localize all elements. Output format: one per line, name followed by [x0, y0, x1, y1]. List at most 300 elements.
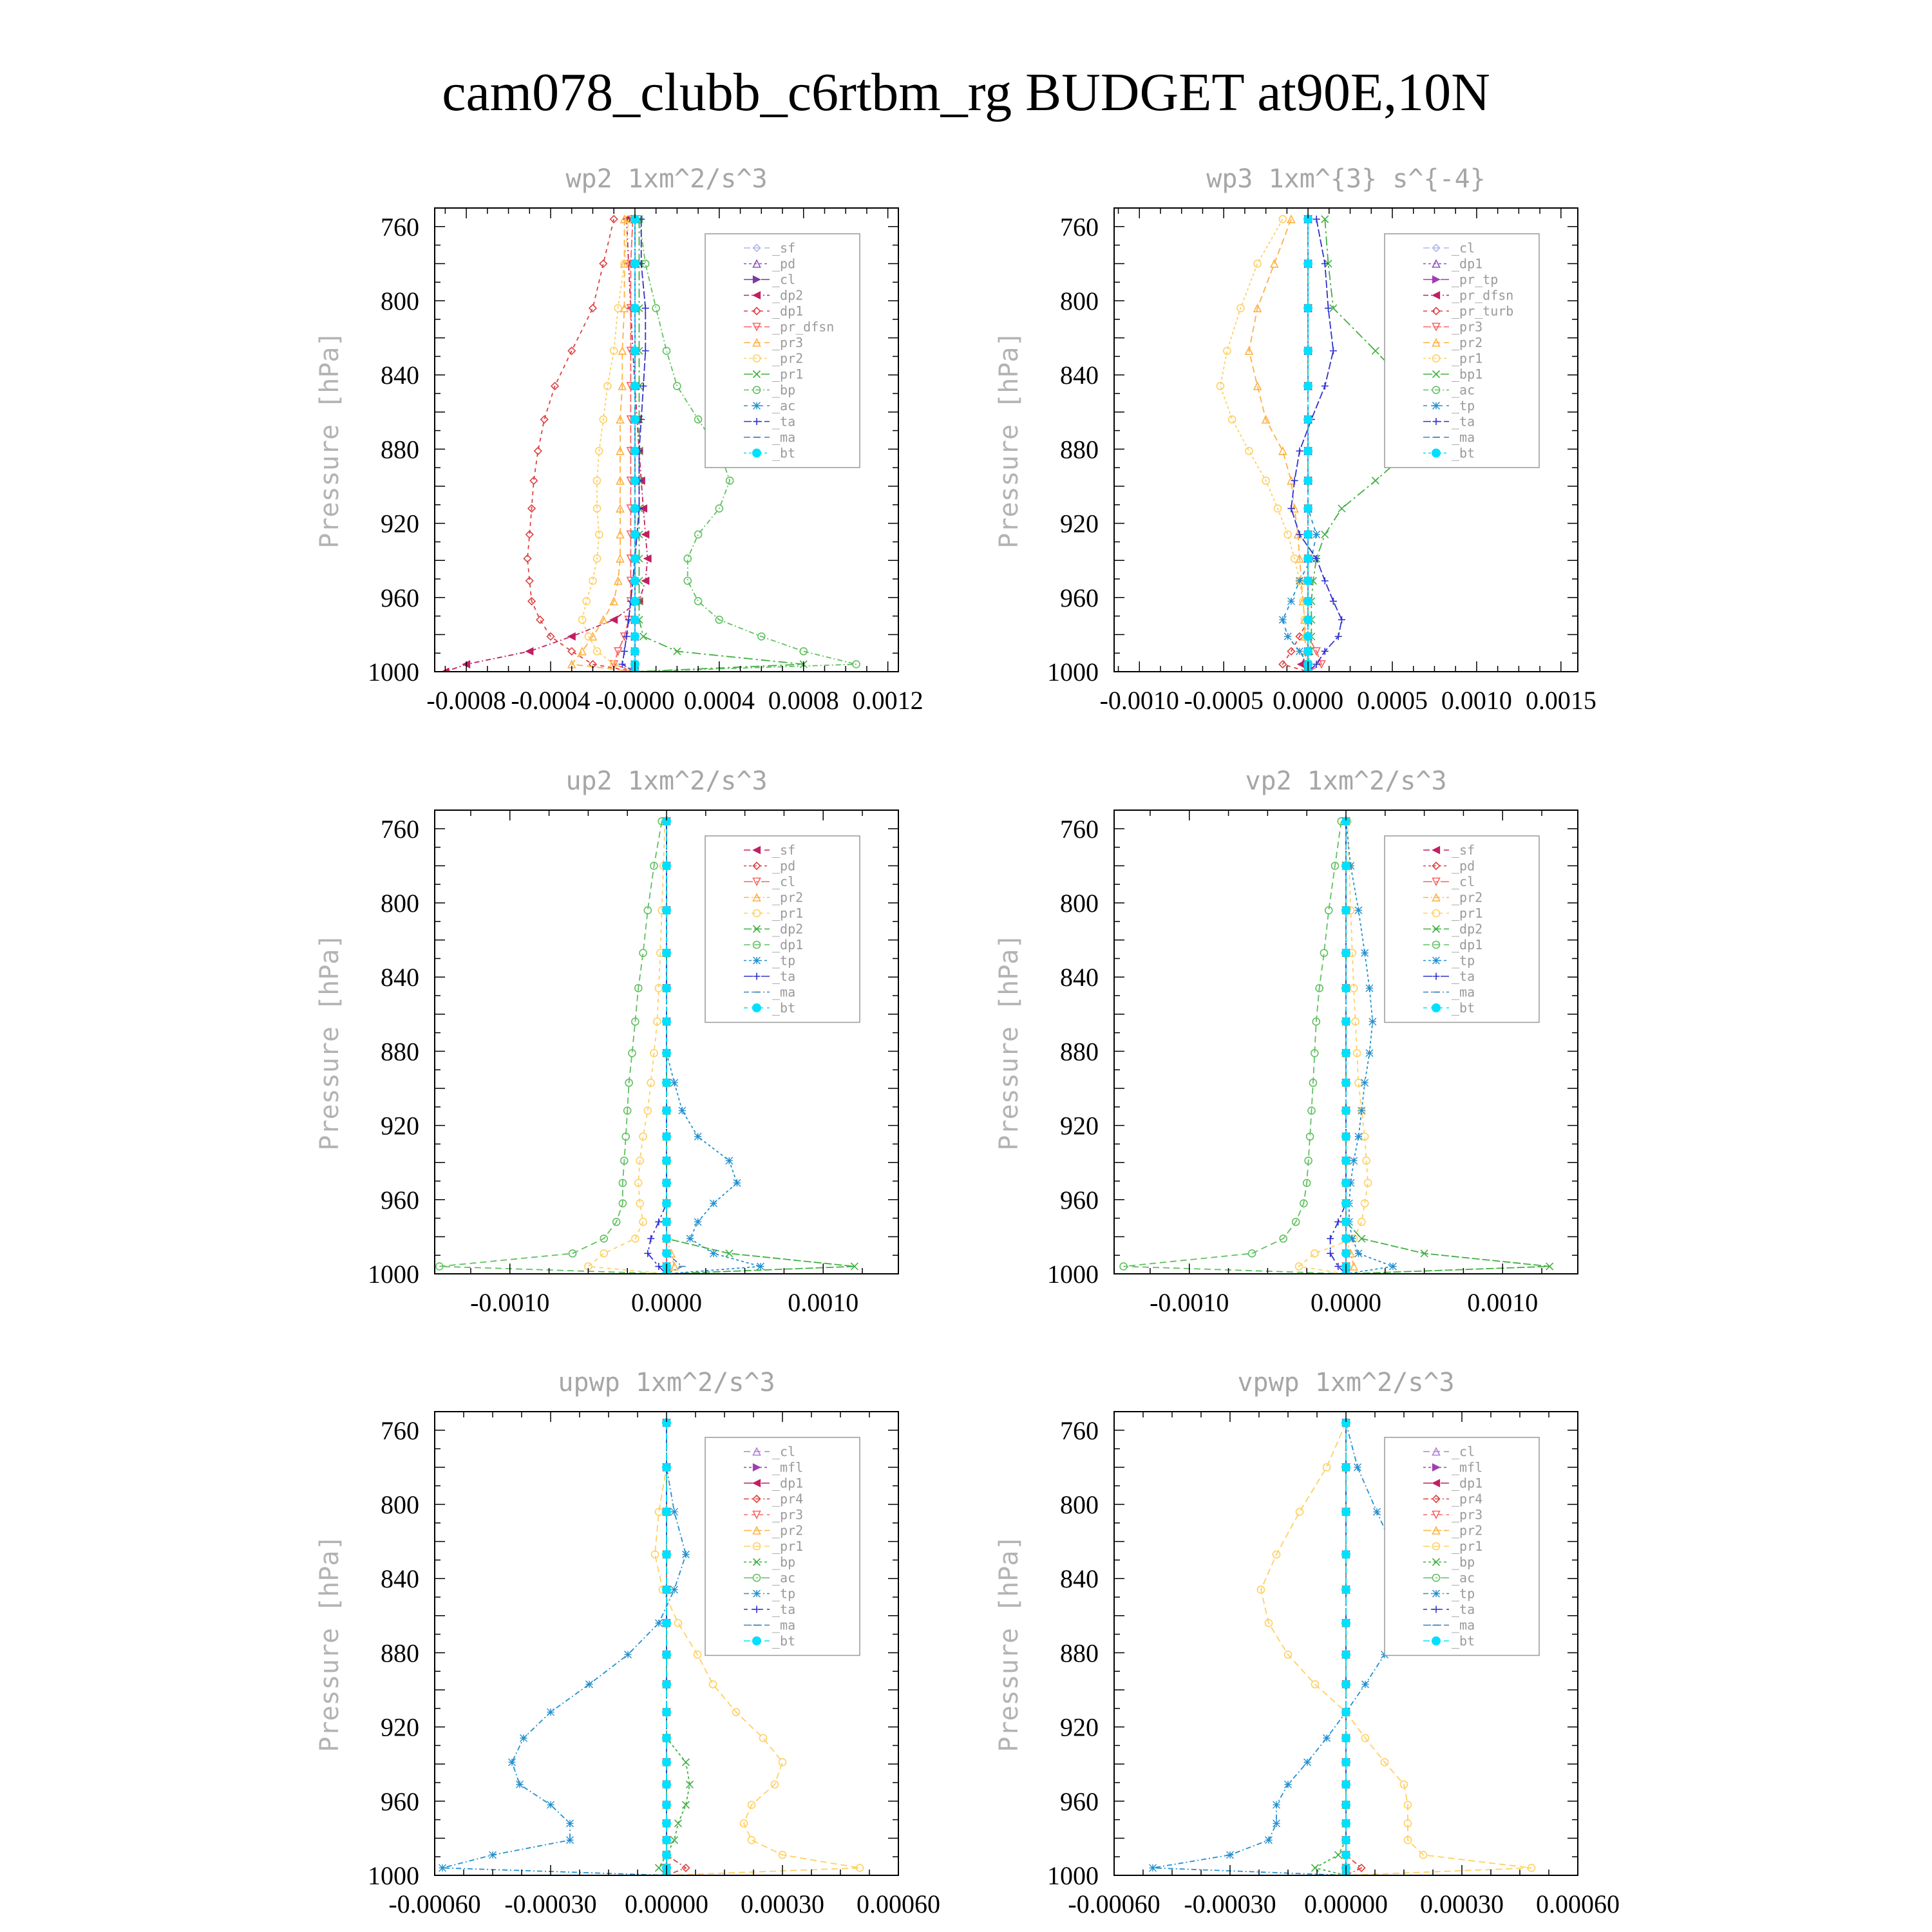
legend-label: _pr4: [1452, 1491, 1483, 1507]
legend-marker: [753, 402, 761, 410]
panel-6: [994, 1368, 1620, 1918]
data-point: [663, 1708, 671, 1716]
x-tick-label: 0.0000: [1311, 1288, 1381, 1317]
data-point: [536, 616, 544, 623]
series-pr1: [585, 818, 670, 1278]
legend-label: _dp2: [772, 921, 804, 937]
series-pr2: [579, 216, 639, 676]
data-point: [760, 1734, 767, 1741]
series-tp: [1279, 216, 1320, 676]
legend-label: _dp1: [772, 303, 804, 319]
y-tick-label: 840: [1060, 1564, 1099, 1594]
panel-title: wp3 1xm^{3} s^{-4}: [1206, 164, 1486, 194]
data-point: [710, 1250, 717, 1257]
y-tick-label: 960: [1060, 583, 1099, 612]
data-point: [509, 1759, 516, 1766]
y-tick-label: 1000: [368, 1861, 419, 1890]
y-tick-label: 1000: [368, 658, 419, 687]
legend-label: _pr2: [1452, 335, 1483, 350]
data-point: [1313, 531, 1320, 538]
series-tp: [439, 1419, 690, 1879]
data-point: [630, 504, 639, 513]
data-point: [1335, 1852, 1342, 1859]
data-point: [1369, 1018, 1376, 1025]
x-tick-label: -0.0000: [595, 686, 675, 715]
data-point: [663, 1199, 671, 1208]
legend-label: _pr3: [1452, 1507, 1483, 1522]
legend-label: _ma: [772, 984, 796, 1000]
series-tp: [1150, 1419, 1408, 1879]
data-point: [625, 1651, 632, 1658]
legend-label: _dp1: [772, 937, 804, 952]
data-point: [687, 1235, 694, 1242]
series-pr_turb: [1279, 216, 1311, 676]
legend-label: _pr1: [1452, 1539, 1483, 1554]
data-point: [611, 616, 618, 623]
data-point: [1304, 260, 1312, 268]
y-tick-label: 760: [1060, 212, 1099, 242]
panel-title: upwp 1xm^2/s^3: [558, 1368, 775, 1397]
legend-marker: [753, 957, 761, 964]
legend-label: _ta: [772, 413, 796, 430]
data-point: [663, 1586, 671, 1594]
data-point: [1374, 1508, 1381, 1515]
legend-label: _bp: [772, 1554, 796, 1570]
data-point: [1342, 984, 1350, 992]
legend: [705, 1437, 860, 1656]
y-tick-label: 800: [1060, 1490, 1099, 1519]
data-point: [695, 531, 702, 538]
panel-title: vp2 1xm^2/s^3: [1245, 766, 1447, 796]
data-point: [1342, 1235, 1350, 1243]
data-point: [675, 1820, 682, 1827]
legend-marker: [1433, 402, 1440, 410]
data-point: [1304, 447, 1312, 455]
data-point: [1342, 1179, 1350, 1187]
data-point: [1355, 1250, 1362, 1257]
series-dp1: [1120, 818, 1349, 1278]
data-point: [1342, 1708, 1350, 1716]
legend-label: _pr_dfsn: [772, 319, 835, 335]
y-tick-label: 800: [381, 889, 419, 918]
panel-3: [315, 766, 898, 1317]
data-point: [1361, 949, 1368, 956]
data-point: [1342, 1018, 1350, 1026]
panel-title: vpwp 1xm^2/s^3: [1237, 1368, 1455, 1397]
data-point: [671, 1508, 678, 1515]
data-point: [1327, 1235, 1334, 1242]
legend-label: _cl: [1452, 240, 1475, 256]
legend-label: _ac: [1452, 1570, 1475, 1586]
y-tick-label: 760: [1060, 814, 1099, 844]
data-point: [1358, 1107, 1365, 1114]
data-point: [652, 305, 659, 312]
legend-label: _cl: [772, 272, 796, 287]
legend-label: _sf: [1452, 842, 1475, 858]
data-point: [663, 1049, 671, 1057]
data-point: [630, 382, 639, 390]
legend-label: _cl: [772, 874, 796, 889]
data-point: [1304, 415, 1312, 424]
data-point: [663, 1680, 671, 1689]
legend-marker: [753, 1004, 761, 1012]
data-point: [663, 1249, 671, 1258]
data-point: [663, 949, 671, 957]
data-point: [1265, 1837, 1273, 1844]
data-point: [779, 1759, 786, 1766]
legend-label: _bt: [1452, 1000, 1475, 1016]
data-point: [663, 1132, 671, 1141]
data-point: [567, 1820, 574, 1827]
legend: [1385, 1437, 1539, 1656]
legend-marker: [753, 1637, 761, 1645]
y-tick-label: 880: [1060, 435, 1099, 464]
legend-marker: [1432, 1637, 1441, 1645]
y-tick-label: 800: [381, 287, 419, 316]
data-point: [1304, 1759, 1311, 1766]
data-point: [1227, 1852, 1234, 1859]
y-tick-label: 1000: [1047, 1260, 1099, 1289]
y-tick-label: 880: [381, 1037, 419, 1066]
legend-label: _pr1: [1452, 905, 1483, 921]
legend-label: _ta: [1452, 413, 1475, 430]
data-point: [663, 984, 671, 992]
legend-label: _ta: [1452, 1602, 1475, 1617]
legend-marker: [753, 449, 761, 457]
data-point: [1342, 1851, 1350, 1859]
y-axis-label: Pressure [hPa]: [994, 1535, 1024, 1752]
series-line: [588, 821, 667, 1274]
x-tick-label: -0.00030: [504, 1889, 597, 1918]
series-line: [1153, 1423, 1404, 1875]
data-point: [656, 1620, 663, 1627]
series-line: [1291, 219, 1342, 672]
data-point: [630, 260, 639, 268]
x-tick-label: -0.00030: [1184, 1889, 1276, 1918]
data-point: [1330, 347, 1337, 354]
data-point: [630, 632, 639, 641]
legend-label: _pr1: [772, 1539, 804, 1554]
x-tick-label: -0.00060: [388, 1889, 481, 1918]
data-point: [547, 1709, 554, 1716]
data-point: [1304, 576, 1312, 585]
data-point: [1321, 383, 1329, 390]
legend-marker: [1433, 957, 1440, 964]
data-point: [630, 477, 639, 485]
data-point: [1304, 554, 1312, 563]
legend-label: _pr_dfsn: [1452, 287, 1514, 303]
series-dp1: [524, 216, 639, 676]
legend-label: _pr2: [772, 1522, 804, 1539]
legend-label: _bt: [772, 1633, 796, 1649]
y-tick-label: 760: [381, 814, 419, 844]
legend-label: _ma: [1452, 430, 1475, 445]
x-tick-label: 0.0012: [852, 686, 923, 715]
data-point: [663, 1758, 671, 1766]
legend-label: _mfl: [1452, 1459, 1483, 1475]
data-point: [1304, 647, 1312, 656]
data-point: [1296, 1508, 1303, 1515]
data-point: [1338, 616, 1345, 623]
y-tick-label: 840: [381, 963, 419, 992]
data-point: [1284, 633, 1291, 640]
data-point: [630, 304, 639, 312]
data-point: [1342, 1780, 1350, 1788]
data-point: [1358, 1218, 1365, 1226]
data-point: [1342, 1801, 1350, 1809]
legend-label: _pr4: [772, 1491, 804, 1507]
series-pr_dfsn: [1298, 216, 1311, 676]
x-tick-label: -0.0004: [511, 686, 591, 715]
legend-label: _cl: [1452, 1444, 1475, 1459]
y-tick-label: 760: [381, 1416, 419, 1445]
x-tick-label: -0.0010: [470, 1288, 550, 1317]
data-point: [671, 1263, 678, 1270]
x-tick-label: -0.0010: [1099, 686, 1179, 715]
data-point: [526, 648, 533, 655]
x-tick-label: 0.0010: [788, 1288, 859, 1317]
legend-label: _ma: [1452, 984, 1475, 1000]
data-point: [600, 1250, 607, 1257]
data-point: [647, 1235, 654, 1242]
data-point: [516, 1781, 524, 1788]
y-axis-label: Pressure [hPa]: [994, 933, 1024, 1151]
y-tick-label: 800: [1060, 287, 1099, 316]
data-point: [694, 1218, 701, 1226]
legend-label: _ma: [772, 430, 796, 445]
y-axis-label: Pressure [hPa]: [315, 933, 345, 1151]
data-point: [1342, 1463, 1350, 1472]
data-point: [1366, 1050, 1373, 1057]
data-point: [1229, 416, 1236, 423]
legend-label: _tp: [1452, 398, 1475, 413]
legend-label: _pd: [772, 858, 796, 874]
y-tick-label: 760: [1060, 1416, 1099, 1445]
legend-label: _pr1: [772, 366, 804, 382]
legend-label: _ta: [772, 1602, 796, 1617]
data-point: [1355, 907, 1362, 914]
data-point: [663, 862, 671, 870]
legend-label: _ac: [1452, 382, 1475, 398]
data-point: [663, 1157, 671, 1165]
data-point: [663, 1651, 671, 1659]
data-point: [1304, 304, 1312, 312]
data-point: [1304, 616, 1312, 624]
data-point: [1342, 1680, 1350, 1689]
figure-title: cam078_clubb_c6rtbm_rg BUDGET at90E,10N: [442, 62, 1490, 122]
data-point: [1321, 260, 1329, 267]
data-point: [663, 1218, 671, 1226]
series-pr2: [663, 818, 678, 1278]
legend-label: _ta: [772, 969, 796, 984]
data-point: [630, 530, 639, 538]
legend-marker: [1432, 1004, 1441, 1012]
y-tick-label: 920: [1060, 509, 1099, 538]
series-line: [1220, 219, 1308, 672]
series-line: [439, 821, 667, 1274]
data-point: [1287, 598, 1294, 605]
data-point: [1327, 1250, 1334, 1257]
legend: [705, 836, 860, 1023]
y-tick-label: 920: [381, 1712, 419, 1742]
y-tick-label: 920: [1060, 1111, 1099, 1141]
data-point: [663, 1508, 671, 1516]
legend-label: _ma: [772, 1617, 796, 1633]
legend-label: _cl: [1452, 874, 1475, 889]
legend-label: _dp1: [772, 1475, 804, 1491]
data-point: [1342, 1651, 1350, 1659]
series-dp2: [442, 216, 651, 676]
data-point: [1279, 448, 1286, 455]
series-dp1: [436, 818, 670, 1278]
data-point: [1249, 1250, 1256, 1257]
legend-label: _dp1: [1452, 1475, 1483, 1491]
data-point: [1342, 1079, 1350, 1087]
data-point: [663, 1619, 671, 1627]
data-point: [1342, 1132, 1350, 1141]
y-tick-label: 920: [381, 1111, 419, 1141]
y-tick-label: 880: [1060, 1638, 1099, 1668]
legend-marker: [1432, 449, 1441, 457]
x-tick-label: 0.00000: [625, 1889, 708, 1918]
data-point: [1342, 1199, 1350, 1208]
data-point: [683, 1551, 690, 1558]
legend-label: _dp1: [1452, 937, 1483, 952]
legend-label: _bt: [1452, 1633, 1475, 1649]
legend-label: _pr1: [772, 905, 804, 921]
data-point: [1304, 504, 1312, 513]
data-point: [1321, 577, 1329, 584]
data-point: [694, 1133, 701, 1140]
y-tick-label: 880: [381, 1638, 419, 1668]
series-line: [572, 219, 635, 672]
series-pr1: [1217, 216, 1311, 676]
data-point: [547, 1801, 554, 1808]
y-tick-label: 960: [1060, 1786, 1099, 1816]
data-point: [1334, 1218, 1341, 1226]
series-bp: [656, 1419, 694, 1879]
y-tick-label: 960: [1060, 1185, 1099, 1215]
data-point: [1323, 1464, 1331, 1471]
data-point: [1338, 505, 1345, 512]
data-point: [671, 1079, 678, 1086]
data-point: [1342, 906, 1350, 914]
data-point: [630, 597, 639, 605]
data-point: [734, 1179, 741, 1186]
x-tick-label: 0.0008: [768, 686, 839, 715]
data-point: [640, 383, 647, 390]
y-tick-label: 1000: [368, 1260, 419, 1289]
legend-label: _pr2: [1452, 1522, 1483, 1539]
data-point: [1304, 597, 1312, 605]
x-tick-label: 0.0000: [1273, 686, 1344, 715]
legend-label: _sf: [772, 842, 796, 858]
legend-label: _pr3: [1452, 319, 1483, 335]
legend-label: _pd: [772, 256, 796, 272]
panel-title: up2 1xm^2/s^3: [565, 766, 768, 796]
data-point: [630, 447, 639, 455]
data-point: [589, 305, 596, 312]
legend-label: _bp: [1452, 1554, 1475, 1570]
legend-label: _pr_tp: [1452, 272, 1499, 287]
data-point: [663, 1106, 671, 1115]
data-point: [568, 633, 575, 640]
legend-label: _pr_turb: [1452, 303, 1514, 319]
legend-label: _mfl: [772, 1459, 804, 1475]
data-point: [1285, 1781, 1292, 1788]
series-line: [1315, 1423, 1346, 1875]
data-point: [520, 1734, 527, 1741]
legend: [1385, 234, 1539, 468]
data-point: [663, 1734, 671, 1742]
y-tick-label: 840: [1060, 963, 1099, 992]
x-tick-label: 0.0004: [683, 686, 755, 715]
y-tick-label: 760: [381, 212, 419, 242]
data-point: [1342, 1758, 1350, 1766]
y-tick-label: 840: [1060, 361, 1099, 390]
data-point: [1304, 530, 1312, 538]
x-tick-label: 0.00060: [1536, 1889, 1620, 1918]
x-tick-label: 0.0005: [1357, 686, 1428, 715]
legend-label: _pr3: [772, 1507, 804, 1522]
panel-1: [315, 164, 923, 715]
data-point: [663, 1851, 671, 1859]
x-tick-label: -0.0008: [426, 686, 506, 715]
data-point: [439, 1864, 446, 1871]
data-point: [1366, 985, 1373, 992]
legend-label: _sf: [772, 240, 796, 256]
data-point: [663, 1819, 671, 1828]
data-point: [1342, 1049, 1350, 1057]
y-tick-label: 960: [381, 1786, 419, 1816]
data-point: [1304, 346, 1312, 355]
data-point: [663, 1780, 671, 1788]
series-line: [442, 1423, 686, 1875]
data-point: [1361, 1079, 1368, 1086]
data-point: [630, 616, 639, 624]
data-point: [655, 1218, 662, 1226]
panel-5: [315, 1368, 940, 1918]
data-point: [1296, 577, 1303, 584]
y-tick-label: 880: [1060, 1037, 1099, 1066]
panel-4: [994, 766, 1578, 1317]
data-point: [1362, 1681, 1369, 1688]
data-point: [630, 346, 639, 355]
series-line: [582, 219, 635, 672]
data-point: [726, 1157, 733, 1164]
data-point: [671, 1586, 678, 1593]
x-tick-label: 0.0015: [1525, 686, 1596, 715]
data-point: [1342, 1819, 1350, 1828]
data-point: [568, 347, 575, 354]
y-tick-label: 1000: [1047, 1861, 1099, 1890]
data-point: [568, 648, 575, 655]
data-point: [674, 383, 681, 390]
data-point: [1313, 216, 1320, 223]
legend-label: _ma: [1452, 1617, 1475, 1633]
data-point: [1342, 949, 1350, 957]
data-point: [748, 1837, 755, 1844]
series-line: [527, 219, 635, 672]
data-point: [800, 648, 807, 655]
data-point: [663, 347, 670, 354]
data-point: [1342, 862, 1350, 870]
series-line: [1249, 219, 1308, 672]
data-point: [656, 1864, 663, 1871]
data-point: [1342, 1734, 1350, 1742]
data-point: [1304, 477, 1312, 485]
data-point: [663, 1235, 671, 1243]
